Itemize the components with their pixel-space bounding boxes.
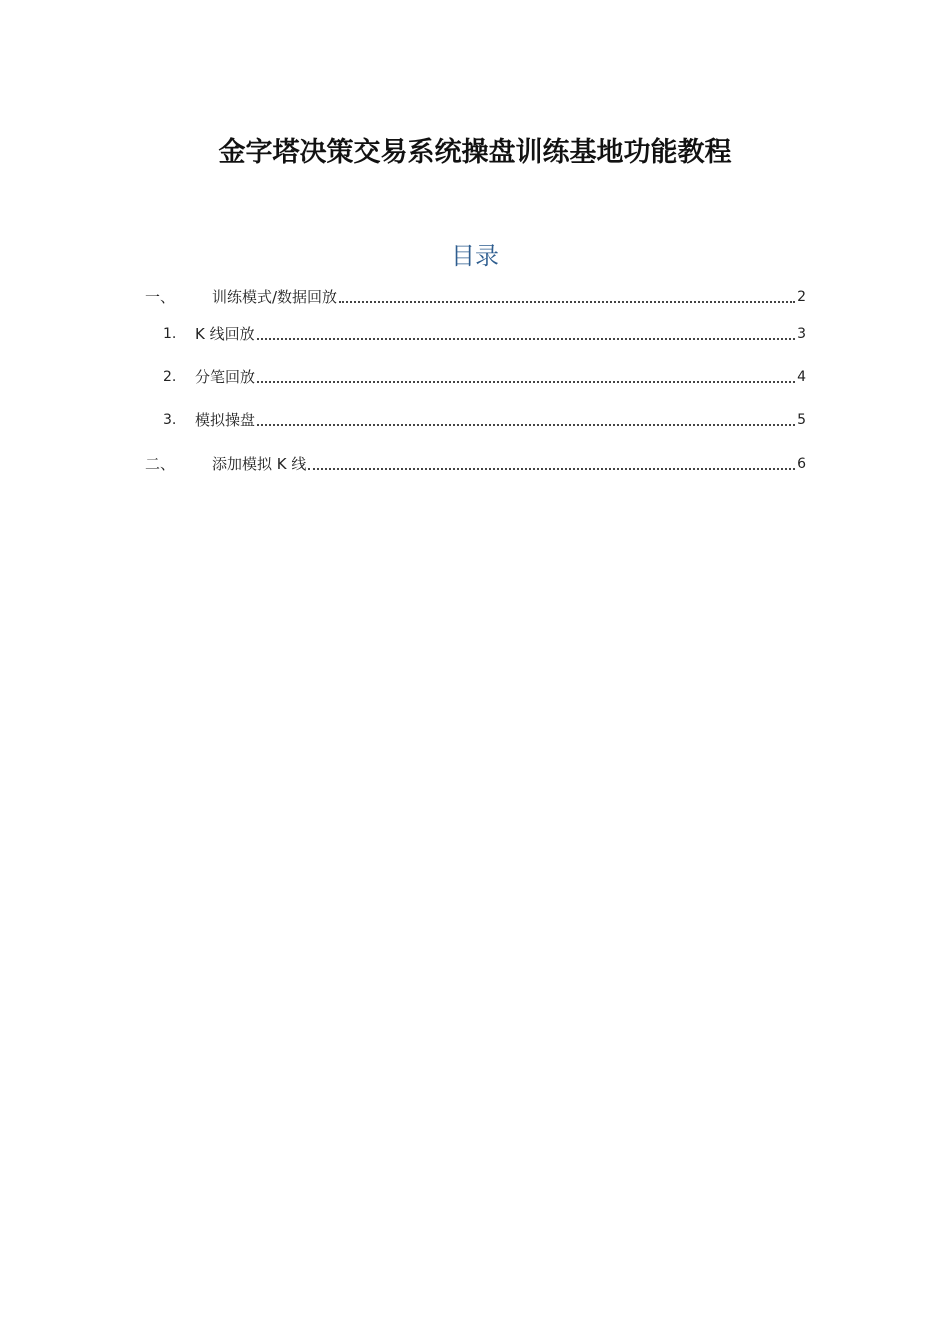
toc-entry-page: 5 bbox=[797, 412, 806, 428]
toc-entry-text: K 线回放 bbox=[195, 325, 255, 343]
toc-entry[interactable] bbox=[145, 452, 806, 474]
toc-entry-number: 1. bbox=[163, 326, 177, 342]
toc-entry-page: 2 bbox=[797, 289, 806, 305]
toc-dot-leader bbox=[257, 324, 795, 344]
toc-entry-number: 二、 bbox=[145, 455, 176, 473]
toc-entry-page: 3 bbox=[797, 326, 806, 342]
toc-dot-leader bbox=[257, 367, 795, 387]
toc-entry[interactable] bbox=[145, 285, 806, 307]
toc-heading: 目录 bbox=[451, 242, 499, 270]
toc-entry-number: 2. bbox=[163, 369, 177, 385]
toc-entry-page: 6 bbox=[797, 456, 806, 472]
toc-entry[interactable] bbox=[163, 322, 806, 344]
toc-entry-text: 分笔回放 bbox=[195, 368, 256, 386]
toc-dot-leader bbox=[257, 410, 795, 430]
toc-entry-text: 训练模式/数据回放 bbox=[212, 288, 338, 306]
toc-entry-text: 模拟操盘 bbox=[195, 411, 256, 429]
toc-entry-number: 3. bbox=[163, 412, 177, 428]
toc-entry-number: 一、 bbox=[145, 288, 176, 306]
toc-entry-page: 4 bbox=[797, 369, 806, 385]
document-title: 金字塔决策交易系统操盘训练基地功能教程 bbox=[218, 137, 732, 168]
toc-dot-leader bbox=[308, 454, 795, 474]
toc-entry-text: 添加模拟 K 线 bbox=[212, 455, 307, 473]
toc-dot-leader bbox=[339, 287, 795, 307]
toc-entry[interactable] bbox=[163, 365, 806, 387]
toc-entry[interactable] bbox=[163, 408, 806, 430]
